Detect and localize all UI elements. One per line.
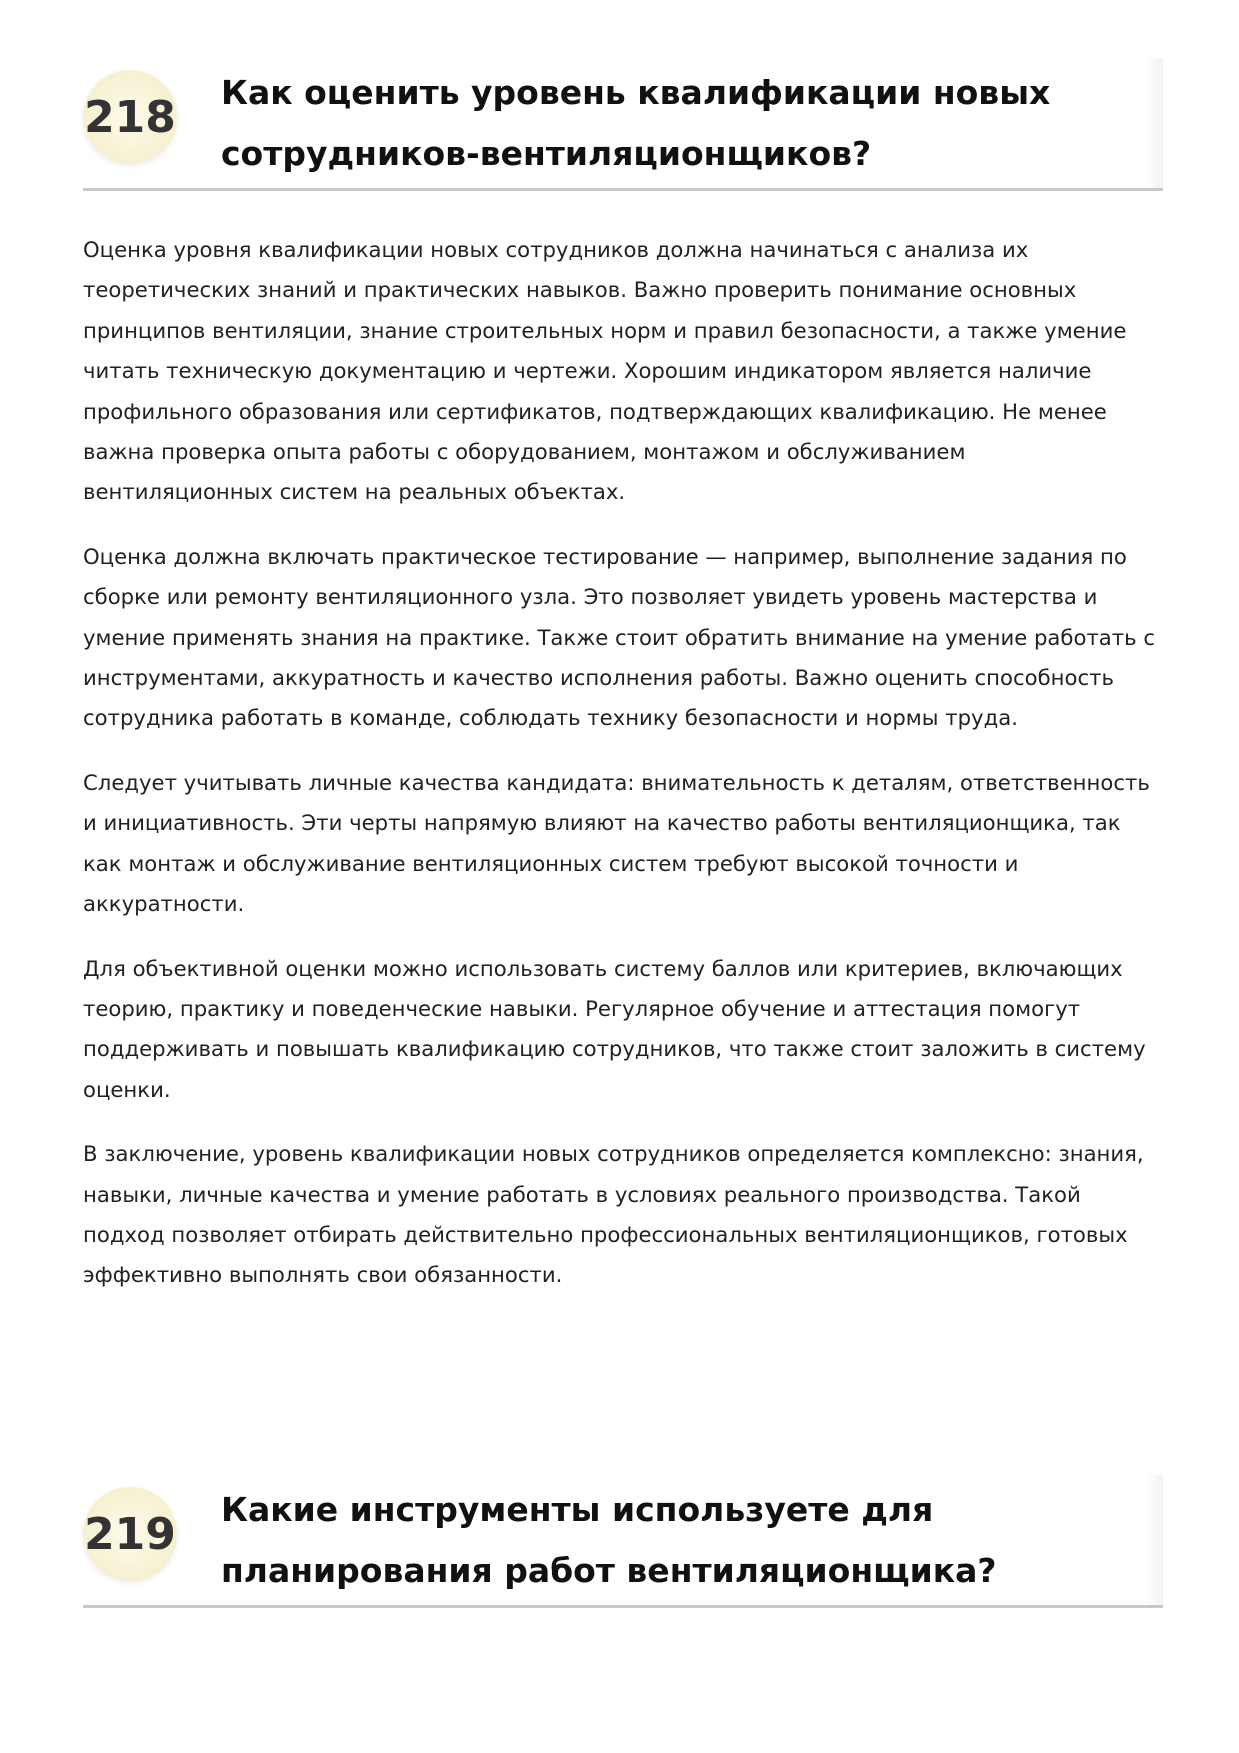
answer-paragraph: В заключение, уровень квалификации новых сотрудников определяется комплексно: знания, навыки, личные качества и умение работать в условиях реального производства. Такой подход позволяет отбирать действительно профессиональных вентиляционщиков, готовых эффективно выполнять свои обязанности. — [83, 1141, 1144, 1288]
answer-paragraph: Оценка уровня квалификации новых сотрудников должна начинаться с анализа их теоретических знаний и практических навыков. Важно проверить понимание основных принципов вентиляции, знание строительных норм и правил безопасности, а также умение читать техническую документацию и чертежи. Хорошим индикатором является наличие профильного образования или сертификатов, подтверждающих квалификацию. Не менее важна проверка опыта работы с оборудованием, монтажом и обслуживанием вентиляционных систем на реальных объектах. — [83, 237, 1127, 505]
question-header — [83, 58, 1163, 191]
answer-paragraph: Оценка должна включать практическое тестирование — например, выполнение задания по сборке или ремонту вентиляционного узла. Это позволяет увидеть уровень мастерства и умение применять знания на практике. Также стоит обратить внимание на умение работать с инструментами, аккуратность и качество исполнения работы. Важно оценить способность сотрудника работать в команде, соблюдать технику безопасности и нормы труда. — [83, 543, 1155, 731]
question-number-badge: 218 — [83, 70, 177, 164]
answer-paragraph: Для объективной оценки можно использовать систему баллов или критериев, включающих теорию, практику и поведенческие навыки. Регулярное обучение и аттестация помогут поддерживать и повышать квалификацию сотрудников, что также стоит заложить в систему оценки. — [83, 955, 1146, 1102]
question-title-line: Как оценить уровень квалификации новых — [221, 73, 1051, 112]
question-title-line: планирования работ вентиляционщика? — [221, 1551, 997, 1590]
question-title-line: Какие инструменты используете для — [221, 1490, 934, 1529]
question-title-line: сотрудников-вентиляционщиков? — [221, 134, 872, 173]
answer-paragraph: Следует учитывать личные качества кандидата: внимательность к деталям, ответственность и инициативность. Эти черты напрямую влияют на качество работы вентиляционщика, так как монтаж и обслуживание вентиляционных систем требуют высокой точности и аккуратности. — [83, 769, 1150, 917]
question-title — [221, 1479, 1143, 1601]
question-title — [221, 62, 1143, 184]
question-header — [83, 1475, 1163, 1608]
question-number-badge: 219 — [83, 1487, 177, 1581]
answer-body — [83, 230, 1161, 1320]
